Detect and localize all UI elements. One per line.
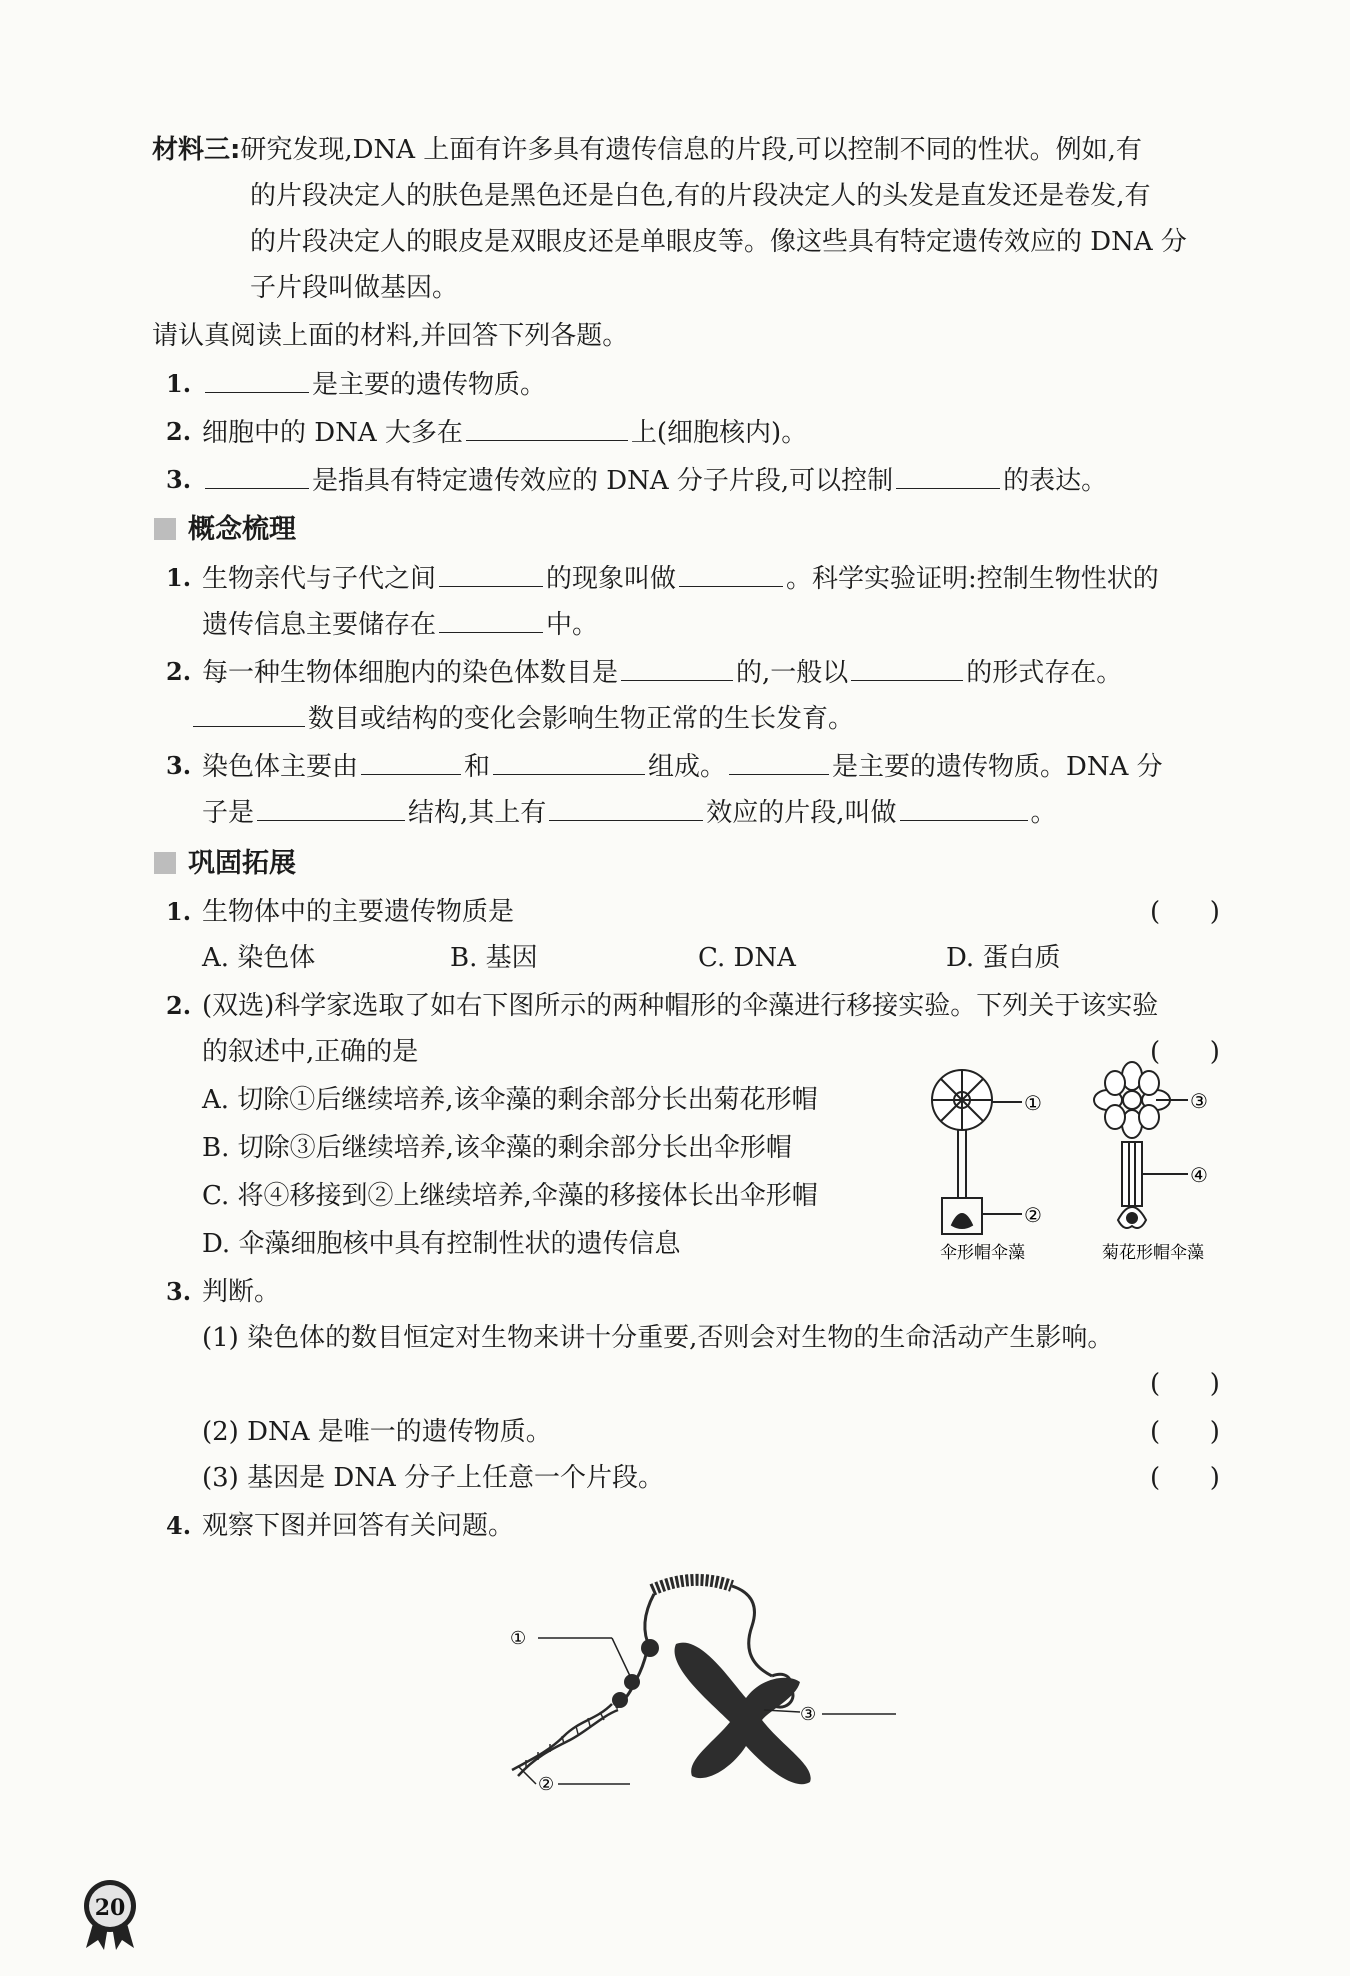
answer-blank[interactable]: [549, 794, 703, 821]
acetabularia-figure: [920, 1060, 1240, 1270]
answer-blank[interactable]: [257, 794, 405, 821]
answer-blank[interactable]: [205, 462, 309, 489]
answer-blank[interactable]: [851, 654, 963, 681]
reading-q2-number: 2.: [166, 417, 192, 446]
reading-q3-number: 3.: [166, 465, 192, 494]
consol-q1-option-d[interactable]: D. 蛋白质: [946, 943, 1061, 973]
concept-q3-line2: 子是 结构,其上有 效应的片段,叫做 。: [202, 794, 1057, 831]
answer-blank[interactable]: [621, 654, 733, 681]
consol-q2-number: 2.: [166, 991, 192, 1020]
consol-q4-number: 4.: [166, 1511, 192, 1540]
answer-parentheses[interactable]: ( ): [1150, 1369, 1220, 1399]
chromosome-mark-2: ②: [538, 1774, 555, 1795]
consol-q1-option-c[interactable]: C. DNA: [698, 943, 796, 973]
section-marker-icon: [154, 852, 176, 874]
section-heading-concept: 概念梳理: [154, 512, 296, 548]
consol-q3-stem: 判断。: [202, 1277, 281, 1307]
material3-line4: 子片段叫做基因。: [250, 273, 459, 303]
chromosome-figure: [500, 1570, 920, 1800]
answer-parentheses[interactable]: ( ): [1150, 1037, 1220, 1067]
answer-blank[interactable]: [900, 794, 1028, 821]
consol-q2-option-d[interactable]: D. 伞藻细胞核中具有控制性状的遗传信息: [202, 1229, 681, 1259]
figure-mark-2: ②: [1024, 1203, 1042, 1227]
answer-blank[interactable]: [361, 748, 461, 775]
section-heading-consolidation: 巩固拓展: [154, 846, 296, 882]
consol-q2-option-b[interactable]: B. 切除③后继续培养,该伞藻的剩余部分长出伞形帽: [202, 1133, 792, 1163]
answer-blank[interactable]: [679, 560, 783, 587]
concept-q1-line2: 遗传信息主要储存在 中。: [202, 606, 598, 643]
figure-label-umbrella: 伞形帽伞藻: [940, 1243, 1025, 1263]
reading-q1-number: 1.: [166, 369, 192, 398]
consol-q1-number: 1.: [166, 897, 192, 926]
material3-label: 材料三:: [152, 135, 241, 165]
section-marker-icon: [154, 518, 176, 540]
concept-q3-line1: 染色体主要由 和 组成。 是主要的遗传物质。DNA 分: [202, 748, 1163, 785]
answer-blank[interactable]: [729, 748, 829, 775]
concept-q2-line2: 数目或结构的变化会影响生物正常的生长发育。: [190, 700, 854, 737]
reading-q2: 细胞中的 DNA 大多在 上(细胞核内)。: [202, 414, 807, 451]
consol-q3-number: 3.: [166, 1277, 192, 1306]
consol-q2-option-c[interactable]: C. 将④移接到②上继续培养,伞藻的移接体长出伞形帽: [202, 1181, 818, 1211]
figure-mark-1: ①: [1024, 1091, 1042, 1115]
concept-q2-number: 2.: [166, 657, 192, 686]
answer-blank[interactable]: [896, 462, 1000, 489]
material3-line1: 材料三:研究发现,DNA 上面有许多具有遗传信息的片段,可以控制不同的性状。例如,有: [152, 135, 1142, 165]
reading-q3: 是指具有特定遗传效应的 DNA 分子片段,可以控制 的表达。: [202, 462, 1107, 499]
figure-mark-4: ④: [1190, 1163, 1208, 1187]
page-number-badge: [76, 1878, 144, 1950]
chromosome-mark-3: ③: [800, 1704, 817, 1725]
consol-q4-stem: 观察下图并回答有关问题。: [202, 1511, 515, 1541]
concept-q1-line1: 生物亲代与子代之间 的现象叫做 。科学实验证明:控制生物性状的: [202, 560, 1159, 597]
answer-blank[interactable]: [439, 606, 543, 633]
answer-blank[interactable]: [439, 560, 543, 587]
answer-parentheses[interactable]: ( ): [1150, 897, 1220, 927]
material3-line3: 的片段决定人的眼皮是双眼皮还是单眼皮等。像这些具有特定遗传效应的 DNA 分: [250, 227, 1187, 257]
concept-q1-number: 1.: [166, 563, 192, 592]
reading-q1: 是主要的遗传物质。: [202, 366, 546, 403]
consol-q1-option-b[interactable]: B. 基因: [450, 943, 538, 973]
consol-q2-option-a[interactable]: A. 切除①后继续培养,该伞藻的剩余部分长出菊花形帽: [202, 1085, 818, 1115]
answer-parentheses[interactable]: ( ): [1150, 1463, 1220, 1493]
answer-blank[interactable]: [493, 748, 645, 775]
instruction: 请认真阅读上面的材料,并回答下列各题。: [152, 321, 629, 351]
answer-blank[interactable]: [193, 700, 305, 727]
consol-q1-stem: 生物体中的主要遗传物质是: [202, 897, 515, 927]
answer-blank[interactable]: [466, 414, 628, 441]
consol-q2-stem-line1: (双选)科学家选取了如右下图所示的两种帽形的伞藻进行移接实验。下列关于该实验: [202, 991, 1159, 1021]
chromosome-mark-1: ①: [510, 1628, 527, 1649]
judgement-item-3: (3) 基因是 DNA 分子上任意一个片段。: [202, 1463, 664, 1493]
judgement-item-1: (1) 染色体的数目恒定对生物来讲十分重要,否则会对生物的生命活动产生影响。: [202, 1323, 1114, 1353]
answer-blank[interactable]: [205, 366, 309, 393]
concept-q2-line1: 每一种生物体细胞内的染色体数目是 的,一般以 的形式存在。: [202, 654, 1122, 691]
consol-q2-stem-line2: 的叙述中,正确的是: [202, 1037, 419, 1067]
answer-parentheses[interactable]: ( ): [1150, 1417, 1220, 1447]
material3-line2: 的片段决定人的肤色是黑色还是白色,有的片段决定人的头发是直发还是卷发,有: [250, 181, 1151, 211]
consol-q1-option-a[interactable]: A. 染色体: [202, 943, 316, 973]
figure-mark-3: ③: [1190, 1089, 1208, 1113]
page-number: 20: [94, 1895, 126, 1921]
concept-q3-number: 3.: [166, 751, 192, 780]
judgement-item-2: (2) DNA 是唯一的遗传物质。: [202, 1417, 552, 1447]
figure-label-chrysanthemum: 菊花形帽伞藻: [1102, 1243, 1204, 1263]
